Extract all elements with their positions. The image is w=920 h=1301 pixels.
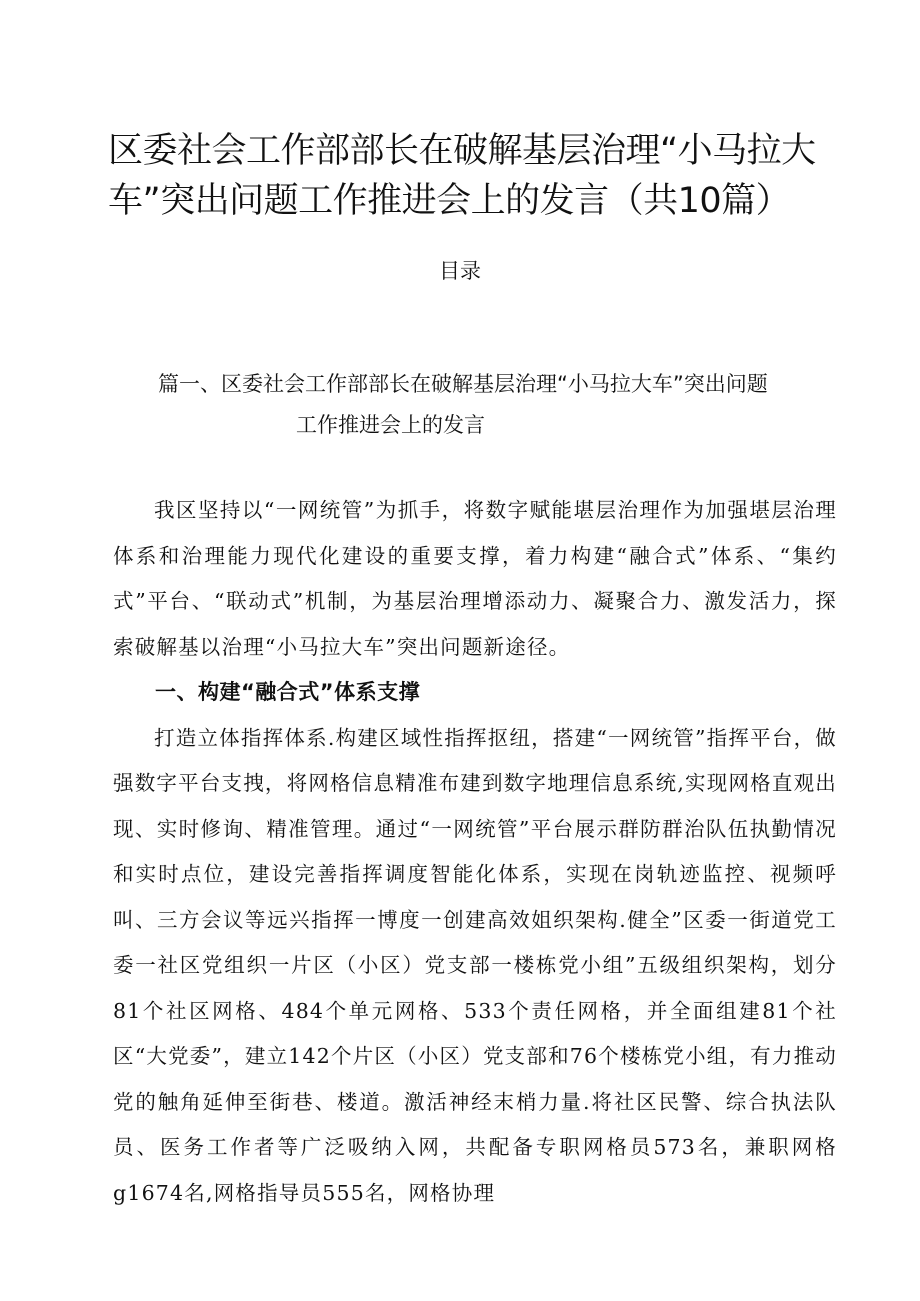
document-title-line-1: 区委社会工作部部长在破解基层治理“小马拉大 bbox=[108, 131, 816, 171]
section-paragraph: 打造立体指挥体系.构建区域性指挥抠纽，搭建“一网统管”指挥平台，做强数字平台支拽，将网格信息精准布建到数字地理信息系统,实现网格直观出现、实时修询、精准管理。通过“一网统管”平台展示群防群治队伍执勤情况和实时点位，建设完善指挥调度智能化体系，实现在岗轨迹监控、视频呼叫、三方会议等远兴指挥一博度一创建高效姐织架构.健全”区委一街道党工委一社区党组织一片区（小区）党支部一楼栋党小组”五级组织架构，划分81个社区网格、484个单元网格、533个责任网格，并全面组建81个社区“大党委”，建立142个片区（小区）党支部和76个楼栋党小组，有力推动党的触角延伸至街巷、楼道。激活神经末梢力量.将社区民警、综合执法队员、医务工作者等广泛吸纳入网，共配备专职网格员573名，兼职网格g1674名,网格指导员555名，网格协理 bbox=[113, 725, 837, 1205]
toc-entry[interactable] bbox=[158, 364, 858, 446]
document-title bbox=[108, 126, 838, 226]
document-title-line-2: 车”突出问题工作推进会上的发言（共10篇） bbox=[108, 181, 791, 221]
toc-entry-line-1: 篇一、区委社会工作部部长在破解基层治理“小马拉大车”突出问题 bbox=[158, 372, 768, 396]
toc-entry-line-2: 工作推进会上的发言 bbox=[296, 413, 485, 437]
section-heading: 一、构建“融合式”体系支撑 bbox=[155, 680, 421, 704]
body-text bbox=[113, 488, 837, 1216]
intro-paragraph: 我区坚持以“一网统管”为抓手，将数字赋能堪层治理作为加强堪层治理体系和治理能力现代化建设的重要支撑，着力构建“融合式”体系、“集约式”平台、“联动式”机制，为基层治理增添动力、凝聚合力、激发活力，探索破解基以治理“小马拉大车”突出问题新途径。 bbox=[113, 498, 837, 659]
toc-heading: 目录 bbox=[439, 259, 481, 283]
